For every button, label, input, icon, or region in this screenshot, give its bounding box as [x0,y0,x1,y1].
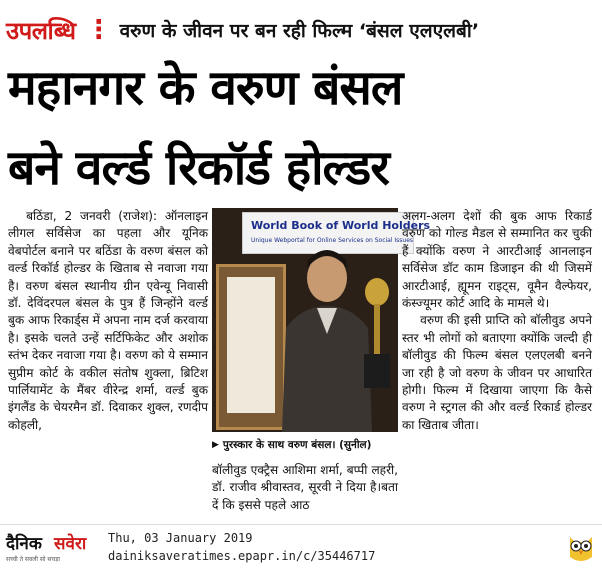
article-column-2-text: बॉलीवुड एक्ट्रैस आशिमा शर्मा, बप्पी लहरी, डॉ. राजीव श्रीवास्तव, सूरवी ने दिया है।बता दें कि इससे पहले आठ [212,463,398,512]
footer-bar [0,524,602,569]
caption-arrow-icon: ▶ [212,440,219,450]
kicker-separator: ⋮ [85,15,112,45]
photo-caption [212,432,398,458]
article-photo [212,208,431,432]
photo-banner-title: World Book of World Holders [251,219,431,232]
headline-line-2: बने वर्ल्ड रिकॉर्ड होल्डर [8,140,389,196]
kicker-tag: उपलब्धि [6,16,76,45]
logo-word-1: दैनिक [6,534,42,554]
kicker-text: वरुण के जीवन पर बन रही फिल्म ‘बंसल एलएलबी’ [119,20,480,42]
photo-banner-subtitle: Unique Webportal for Online Services on Social Issues [251,237,414,244]
certificate-paper [227,277,275,413]
logo-tagline: सच्ची ते सवली सो सचड़ा [6,556,60,563]
publication-date: Thu, 03 January 2019 [108,531,253,545]
newspaper-logo[interactable] [6,531,100,565]
photo-caption-text: पुरस्कार के साथ वरुण बंसल। (सुनील) [222,439,372,451]
source-url[interactable]: dainiksaveratimes.epapr.in/c/35446717 [108,549,376,563]
article-column-1-text: बठिंडा, 2 जनवरी (राजेश): ऑनलाइन लीगल सर्विसेज का पहला और यूनिक वेबपोर्टल बनाने पर बठिंडा के वरुण बंसल को वर्ल्ड रिकॉर्ड होल्डर के खिताब से नवाजा गया है। वरुण बंसल स्थानीय ग्रीन एवेन्यू निवासी डॉ. देविंदरपल बंसल के पुत्र हैं जिन्होंने वर्ल्ड बुक आफ रिकार्ड्स में अपना नाम दर्ज करवाया है। इसके चलते उन्हें सर्टिफिकेट और अशोक स्तंभ देकर नवाजा गया है। वरुण को ये सम्मान सुप्रीम कोर्ट के वकील संतोष शुक्ला, ब्रिटिश पार्लियामेंट के मैंबर वीरेन्द्र शर्मा, वर्ल्ड बुक इंगलैंड के चेयरमैन डॉ. दिवाकर शुक्ल, रणदीप कोहली, [8,209,208,432]
kicker-line [6,10,596,50]
article-column-3-paragraph-2: वरुण की इसी प्राप्ति को बॉलीवुड अपने स्तर भी लोगों को बताएगा क्योंकि जल्दी ही बॉलीवुड की फिल्म बंसल एलएलबी बनने जा रही है जो वरुण के जीवन पर आधारित होगी। फिल्म में दिखाया जाएगा कि कैसे वरुण ने स्ट्रगल की और वर्ल्ड रिकार्ड होल्डर का खिताब जीता। [402,313,592,432]
article-column-1 [8,208,208,434]
logo-word-2: सवेरा [54,534,87,554]
owl-icon [566,531,596,563]
headline-line-1: महानगर के वरुण बंसल [8,60,403,116]
trophy-icon [362,278,392,388]
article-column-3 [402,208,592,434]
article-column-3-paragraph-1: अलग-अलग देशों की बुक आफ रिकार्ड वरुण को गोल्ड मैडल से सम्मानित कर चुकी हैं क्योंकि वरुण ने आरटीआई आनलाइन सर्विसेज डॉट काम डिजाइन की थी जिसमें आरटीआई, ह्यूमन राइट्स, वूमैन वैल्फेयर, कंस्ज्यूमर कोर्ट आदि के मामले थे। [402,209,592,311]
